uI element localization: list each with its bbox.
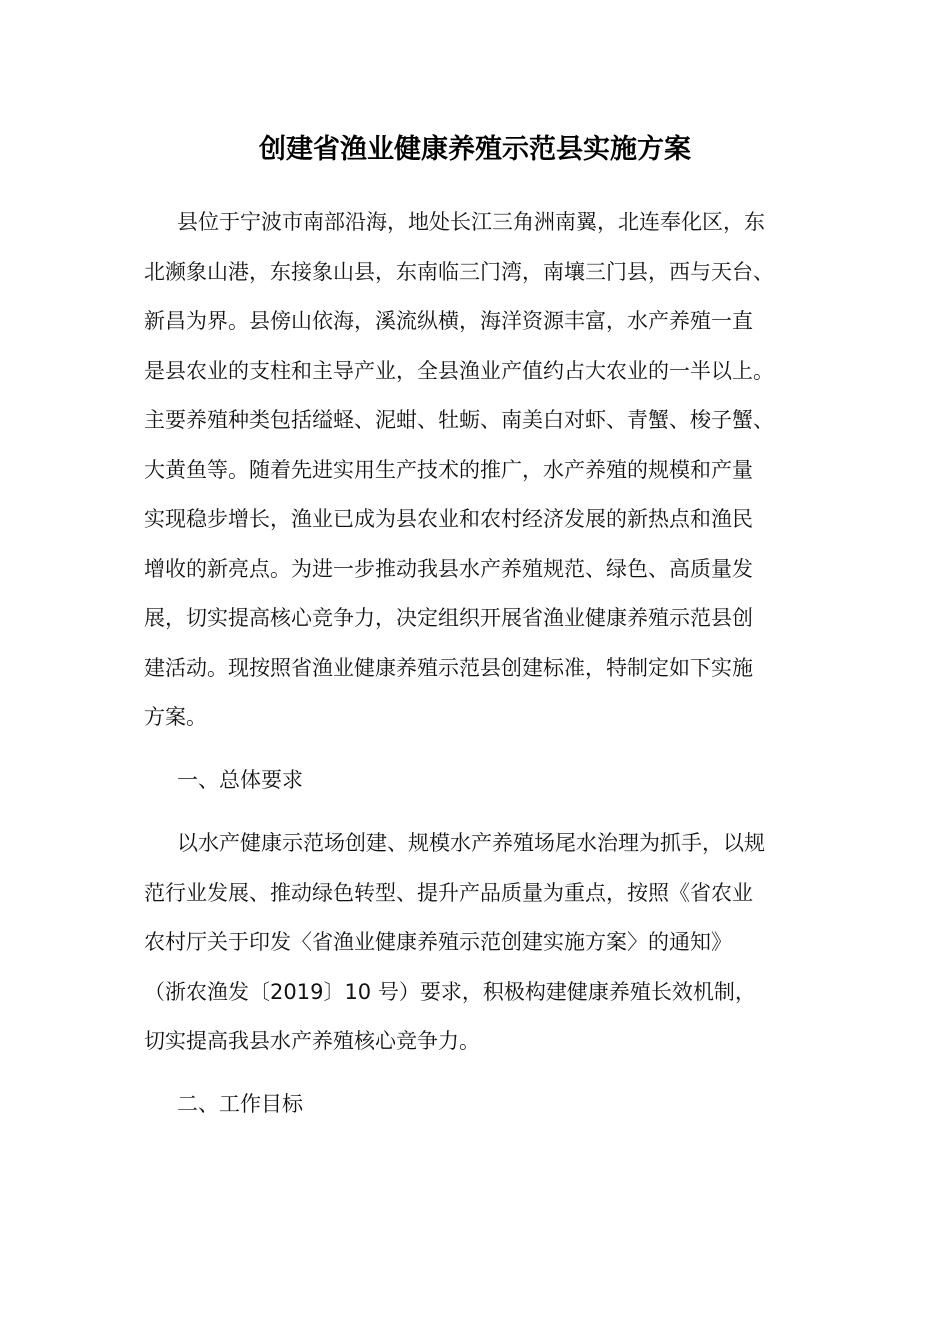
paragraph-line: 县位于宁波市南部沿海，地处长江三角洲南翼，北连奉化区，东	[177, 210, 765, 234]
section-heading-text: 二、工作目标	[177, 1092, 303, 1116]
general-requirements-paragraph	[144, 819, 810, 1067]
section-heading-work-goals	[144, 1080, 810, 1130]
paragraph-line: 北濒象山港，东接象山县，东南临三门湾，南壤三门县，西与天台、	[144, 259, 774, 284]
paragraph-line: 以水产健康示范场创建、规模水产养殖场尾水治理为抓手，以规	[177, 831, 765, 855]
section-heading-general-requirements	[144, 756, 810, 806]
paragraph-line: 实现稳步增长，渔业已成为县农业和农村经济发展的新热点和渔民	[144, 507, 753, 531]
paragraph-line: 建活动。现按照省渔业健康养殖示范县创建标准，特制定如下实施	[144, 655, 753, 680]
paragraph-line: （浙农渔发〔2019〕10 号）要求，积极构建健康养殖长效机制，	[144, 979, 756, 1004]
document-title: 创建省渔业健康养殖示范县实施方案	[259, 134, 691, 165]
paragraph-line: 增收的新亮点。为进一步推动我县水产养殖规范、绿色、高质量发	[144, 556, 753, 581]
paragraph-line: 新昌为界。县傍山依海，溪流纵横，海洋资源丰富，水产养殖一直	[144, 309, 753, 333]
paragraph-line: 是县农业的支柱和主导产业，全县渔业产值约占大农业的一半以上。	[144, 358, 774, 383]
paragraph-line: 范行业发展、推动绿色转型、提升产品质量为重点，按照《省农业	[144, 880, 753, 905]
paragraph-line: 主要养殖种类包括缢蛏、泥蚶、牡蛎、南美白对虾、青蟹、梭子蟹、	[144, 408, 774, 432]
paragraph-line: 展，切实提高核心竞争力，决定组织开展省渔业健康养殖示范县创	[144, 606, 753, 630]
intro-paragraph	[144, 198, 810, 743]
paragraph-line: 农村厅关于印发〈省渔业健康养殖示范创建实施方案〉的通知》	[144, 930, 732, 954]
paragraph-line: 大黄鱼等。随着先进实用生产技术的推广，水产养殖的规模和产量	[144, 457, 753, 482]
paragraph-line: 方案。	[144, 705, 207, 729]
section-heading-text: 一、总体要求	[177, 768, 303, 792]
paragraph-line: 切实提高我县水产养殖核心竞争力。	[144, 1029, 480, 1053]
